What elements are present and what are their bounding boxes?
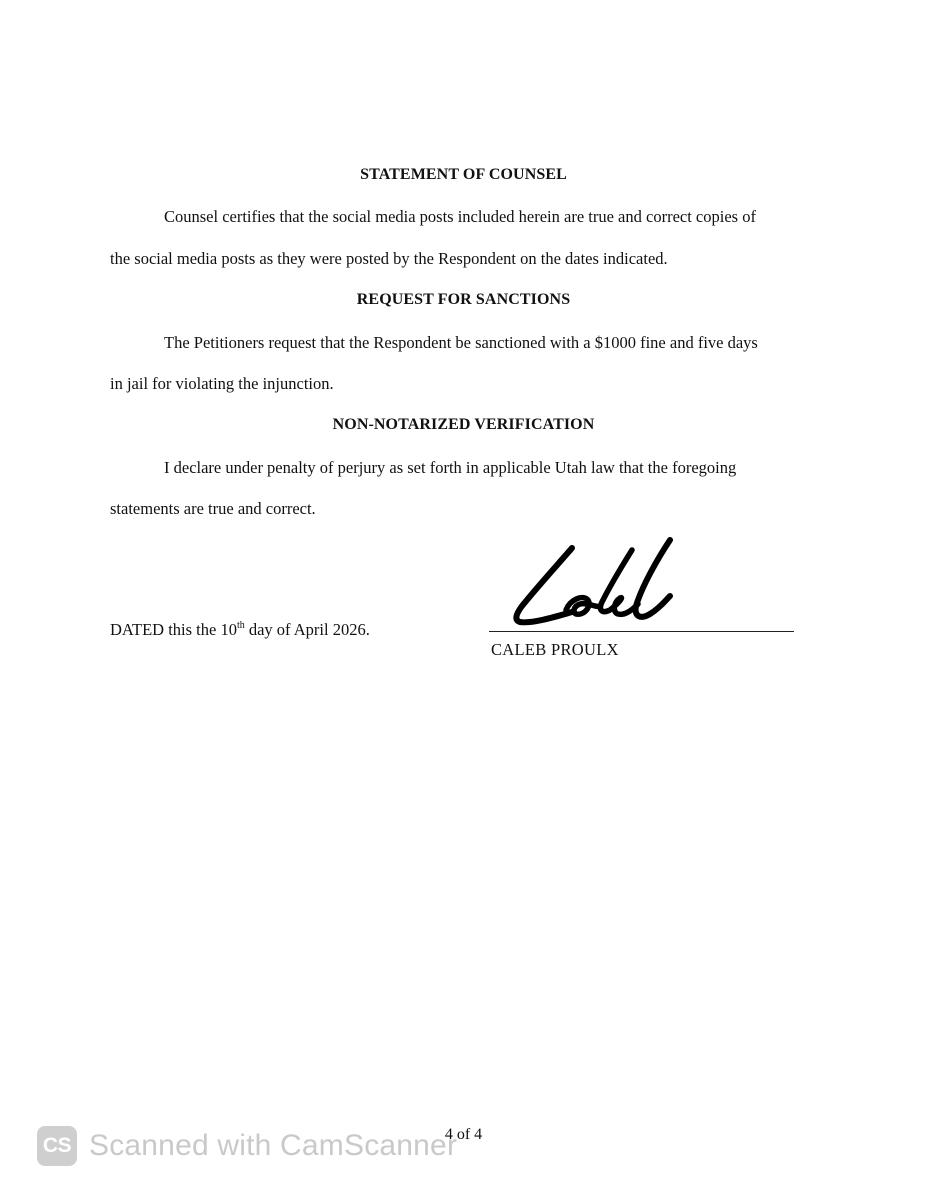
signer-name: CALEB PROULX xyxy=(491,640,619,659)
heading-non-notarized-verification: NON-NOTARIZED VERIFICATION xyxy=(332,416,595,433)
camscanner-watermark xyxy=(37,1121,457,1171)
request-for-sanctions-line-2: in jail for violating the injunction. xyxy=(110,374,334,393)
camscanner-logo-text: CS xyxy=(42,1134,72,1157)
dated-suffix: day of April 2026. xyxy=(244,620,370,639)
request-for-sanctions-line-1: The Petitioners request that the Respondent be sanctioned with a $1000 fine and five days xyxy=(164,333,758,352)
dated-line xyxy=(110,620,370,640)
dated-ordinal: th xyxy=(236,620,245,631)
heading-statement-of-counsel: STATEMENT OF COUNSEL xyxy=(360,166,567,183)
watermark-text: Scanned with CamScanner xyxy=(89,1129,458,1162)
verification-line-1: I declare under penalty of perjury as set forth in applicable Utah law that the foregoing xyxy=(164,458,737,477)
camscanner-logo-icon xyxy=(37,1126,77,1166)
verification-line-2: statements are true and correct. xyxy=(110,499,316,518)
statement-of-counsel-line-1: Counsel certifies that the social media posts included herein are true and correct copies of xyxy=(164,207,756,226)
dated-prefix: DATED this the 10 xyxy=(110,620,237,639)
handwritten-signature xyxy=(510,536,685,632)
page-number: 4 of 4 xyxy=(444,1126,483,1143)
signature-line xyxy=(489,631,794,632)
statement-of-counsel-line-2: the social media posts as they were posted by the Respondent on the dates indicated. xyxy=(110,249,668,268)
heading-request-for-sanctions: REQUEST FOR SANCTIONS xyxy=(356,291,571,308)
